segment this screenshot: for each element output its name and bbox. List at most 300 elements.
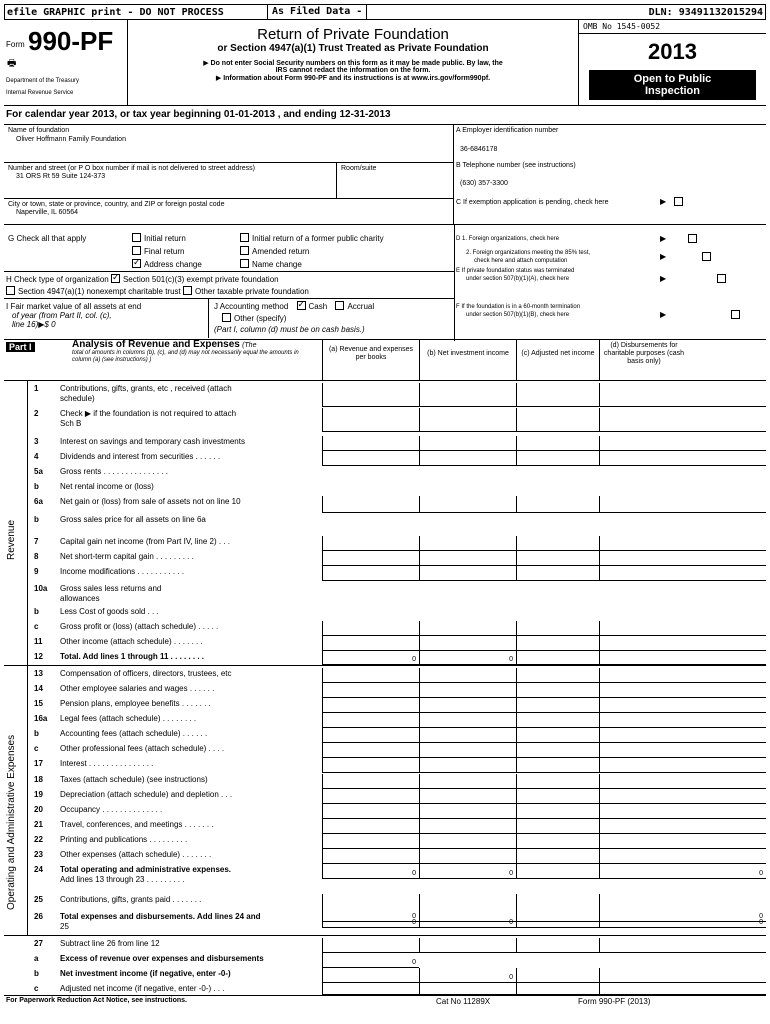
cell-value: 0: [412, 959, 416, 966]
line-label-cont: 25: [60, 922, 69, 931]
line-label: Total. Add lines 1 through 11 . . . . . . . .: [60, 652, 205, 661]
line-number: b: [34, 969, 39, 978]
cell-b[interactable]: [419, 621, 516, 636]
cell-b[interactable]: [419, 668, 516, 683]
cell-d[interactable]: [599, 864, 766, 879]
line-label: Interest . . . . . . . . . . . . . . .: [60, 759, 154, 768]
arrow-icon: ▶: [660, 197, 667, 206]
line-number: 22: [34, 835, 43, 844]
cell-d[interactable]: [599, 408, 766, 432]
i-line3: line 16)▶$: [12, 320, 49, 329]
cell-b[interactable]: [419, 804, 516, 819]
form-title-box: [128, 20, 578, 106]
c-checkbox[interactable]: [674, 197, 683, 206]
line-number: 2: [34, 409, 39, 418]
cell-b[interactable]: [419, 728, 516, 743]
h-opt3: Other taxable private foundation: [195, 287, 309, 296]
line-label: Other professional fees (attach schedule) . . . .: [60, 744, 225, 753]
col-a-header: (a) Revenue and expenses per books: [328, 346, 414, 361]
line-label: Pension plans, employee benefits . . . . . . .: [60, 699, 211, 708]
line-label: Check ▶ if the foundation is not required to attach: [60, 409, 237, 418]
j-other-checkbox[interactable]: [222, 313, 231, 322]
table-row: [4, 953, 766, 968]
cell-value: 0: [412, 919, 416, 926]
i-line1: I Fair market value of all assets at end: [6, 302, 142, 311]
cell-c[interactable]: [516, 566, 599, 581]
cell-d[interactable]: [599, 743, 766, 758]
g-address-change[interactable]: [132, 259, 202, 269]
cell-a[interactable]: [322, 683, 419, 698]
cell-d[interactable]: [599, 383, 766, 407]
arrow-icon: ▶: [660, 274, 667, 283]
cell-a[interactable]: [322, 566, 419, 581]
col-d-header: (d) Disbursements for charitable purposes (cash basis only): [603, 342, 685, 365]
h-row1: [6, 274, 279, 284]
checkbox-checked[interactable]: [132, 259, 141, 268]
line-label: Excess of revenue over expenses and disbursements: [60, 954, 264, 963]
line-label: Depreciation (attach schedule) and depletion . . .: [60, 790, 233, 799]
cell-d[interactable]: [599, 436, 766, 451]
table-row: [4, 968, 766, 983]
city-address: Naperville, IL 60564: [16, 209, 79, 216]
form-prefix: Form: [6, 40, 25, 49]
cell-d[interactable]: [599, 536, 766, 551]
cell-c[interactable]: [516, 864, 599, 879]
f-label-2: under section 507(b)(1)(B), check here: [466, 312, 570, 318]
line-label: Dividends and interest from securities . . . . . .: [60, 452, 221, 461]
line-number: 8: [34, 552, 39, 561]
cell-c[interactable]: [516, 938, 599, 953]
cell-b[interactable]: [419, 834, 516, 849]
j-label: J Accounting method: [214, 302, 289, 311]
cell-b[interactable]: [419, 436, 516, 451]
omb-box: [578, 20, 766, 106]
h-label: H Check type of organization: [6, 275, 109, 284]
street-address: 31 ORS Rt 59 Suite 124-373: [16, 173, 106, 180]
line-number: 25: [34, 895, 43, 904]
g-label: G Check all that apply: [8, 234, 87, 243]
table-row: [4, 789, 766, 804]
cell-c[interactable]: [516, 804, 599, 819]
cell-a[interactable]: [322, 834, 419, 849]
d2-checkbox[interactable]: [702, 252, 711, 261]
j-row: [214, 301, 374, 311]
line-number: 17: [34, 759, 43, 768]
cell-b[interactable]: [419, 819, 516, 834]
line-label: Contributions, gifts, grants, etc , received (attach: [60, 384, 232, 393]
table-row: [4, 804, 766, 819]
line-number: 3: [34, 437, 39, 446]
cell-value: 0: [412, 913, 416, 920]
j-accrual-checkbox[interactable]: [335, 301, 344, 310]
cell-b[interactable]: [419, 774, 516, 789]
cell-b[interactable]: [419, 789, 516, 804]
h-501c3-checkbox[interactable]: [111, 274, 120, 283]
h-opt2: Section 4947(a)(1) nonexempt charitable trust: [18, 287, 181, 296]
foundation-name: Oliver Hoffmann Family Foundation: [16, 136, 126, 143]
line-label: Subtract line 26 from line 12: [60, 939, 160, 948]
j-cash-checkbox[interactable]: [297, 301, 306, 310]
part1-title-note: (The: [242, 342, 257, 349]
table-row: [4, 636, 766, 651]
cell-d[interactable]: [599, 789, 766, 804]
table-row: [4, 481, 766, 496]
open-line2: Inspection: [644, 85, 700, 97]
org-info: [4, 124, 454, 224]
cell-c[interactable]: [516, 436, 599, 451]
e-label-2: under section 507(b)(1)(A), check here: [466, 276, 570, 282]
col-c-header: (c) Adjusted net income: [521, 350, 595, 357]
table-row: [4, 864, 766, 884]
cell-c[interactable]: [516, 758, 599, 773]
city-label: City or town, state or province, country, and ZIP or foreign postal code: [8, 201, 225, 208]
line-number: c: [34, 744, 39, 753]
line-label: Gross sales less returns and: [60, 584, 162, 593]
cell-b[interactable]: [419, 566, 516, 581]
cell-c[interactable]: [516, 451, 599, 466]
c-label: C If exemption application is pending, check here: [456, 199, 609, 206]
cell-b[interactable]: [419, 383, 516, 407]
line-number: 19: [34, 790, 43, 799]
room-label: Room/suite: [336, 162, 380, 198]
j-cash: Cash: [308, 302, 328, 311]
cell-a[interactable]: [322, 938, 419, 953]
cell-a[interactable]: [322, 621, 419, 636]
line-label: Less Cost of goods sold . . .: [60, 607, 159, 616]
checkbox[interactable]: [132, 233, 141, 242]
cell-c[interactable]: [516, 743, 599, 758]
cell-a[interactable]: [322, 864, 419, 879]
cell-d[interactable]: [599, 636, 766, 651]
cell-a[interactable]: [322, 536, 419, 551]
line-number: 24: [34, 865, 43, 874]
f-label: F If the foundation is in a 60-month termination: [456, 304, 581, 310]
table-row: [4, 536, 766, 551]
cell-a[interactable]: [322, 451, 419, 466]
cell-b[interactable]: [419, 683, 516, 698]
line-label: Accounting fees (attach schedule) . . . . . .: [60, 729, 208, 738]
line-label: Interest on savings and temporary cash investments: [60, 437, 245, 446]
cell-a[interactable]: [322, 911, 419, 928]
paperwork-notice: For Paperwork Reduction Act Notice, see instructions.: [6, 997, 187, 1004]
cell-c[interactable]: [516, 621, 599, 636]
table-row: [4, 911, 766, 931]
cell-d[interactable]: [599, 566, 766, 581]
line-label: Other expenses (attach schedule) . . . . . . .: [60, 850, 212, 859]
cell-value: 0: [412, 870, 416, 877]
h-other-checkbox[interactable]: [183, 286, 192, 295]
arrow-icon: ▶: [660, 310, 667, 319]
line-label-cont: Add lines 13 through 23 . . . . . . . . .: [60, 875, 185, 884]
form-number: 990-PF: [28, 26, 114, 56]
j-other: Other (specify): [234, 314, 287, 323]
table-row: [4, 819, 766, 834]
cell-d[interactable]: [599, 728, 766, 743]
dept-line2: Internal Revenue Service: [6, 90, 74, 96]
cell-c[interactable]: [516, 728, 599, 743]
table-row: [4, 496, 766, 513]
cell-c[interactable]: [516, 789, 599, 804]
cell-c[interactable]: [516, 834, 599, 849]
g-initial-former[interactable]: [240, 233, 384, 243]
cell-d[interactable]: [599, 911, 766, 928]
line-number: a: [34, 954, 39, 963]
line-label: Taxes (attach schedule) (see instructions): [60, 775, 208, 784]
cell-a[interactable]: [322, 496, 419, 513]
table-row: [4, 698, 766, 713]
cell-a[interactable]: [322, 983, 419, 995]
cell-c[interactable]: [516, 536, 599, 551]
table-row: [4, 849, 766, 864]
line-label: Net investment income (if negative, enter -0-): [60, 969, 231, 978]
cell-a[interactable]: [322, 651, 419, 665]
cell-d[interactable]: [599, 683, 766, 698]
g-opt-label: Final return: [144, 247, 185, 256]
line-label: Net rental income or (loss): [60, 482, 154, 491]
line-label: Gross sales price for all assets on line 6a: [60, 515, 206, 524]
cell-d[interactable]: [599, 938, 766, 953]
line-number: 18: [34, 775, 43, 784]
cell-d[interactable]: [599, 758, 766, 773]
cell-b[interactable]: [419, 938, 516, 953]
cell-d[interactable]: [599, 621, 766, 636]
cell-d[interactable]: [599, 551, 766, 566]
cell-c[interactable]: [516, 774, 599, 789]
cell-b[interactable]: [419, 849, 516, 864]
cell-a[interactable]: [322, 636, 419, 651]
cell-d[interactable]: [599, 698, 766, 713]
line-label: Other employee salaries and wages . . . . . .: [60, 684, 215, 693]
cell-value: 0: [759, 870, 763, 877]
line-number: 6a: [34, 497, 43, 506]
j-other-row: [222, 313, 286, 323]
e-checkbox[interactable]: [717, 274, 726, 283]
table-row: [4, 436, 766, 451]
cell-a[interactable]: [322, 849, 419, 864]
table-row: [4, 466, 766, 481]
cell-d[interactable]: [599, 804, 766, 819]
ein-value: 36-6846178: [460, 146, 498, 153]
line-number: 26: [34, 912, 43, 921]
cell-b[interactable]: [419, 911, 516, 928]
cell-b[interactable]: [419, 551, 516, 566]
f-checkbox[interactable]: [731, 310, 740, 319]
cell-c[interactable]: [516, 636, 599, 651]
cell-c[interactable]: [516, 713, 599, 728]
cell-value: 0: [412, 656, 416, 663]
tax-year: 2013: [648, 39, 697, 64]
cell-c[interactable]: [516, 683, 599, 698]
cell-b[interactable]: [419, 983, 516, 995]
cell-c[interactable]: [516, 496, 599, 513]
table-row: [4, 938, 766, 953]
line-number: b: [34, 607, 39, 616]
calendar-year-line: For calendar year 2013, or tax year beginning 01-01-2013 , and ending 12-31-2013: [6, 109, 391, 120]
line-label: Contributions, gifts, grants paid . . . . . . .: [60, 895, 202, 904]
i-line2: of year (from Part II, col. (c),: [12, 311, 112, 320]
g-final-return[interactable]: [132, 246, 184, 256]
cell-b[interactable]: [419, 496, 516, 513]
g-name-change[interactable]: [240, 259, 302, 269]
cell-c[interactable]: [516, 968, 599, 983]
cell-b[interactable]: [419, 636, 516, 651]
dln-label: DLN: 93491132015294: [648, 7, 763, 18]
line-label: Printing and publications . . . . . . . . .: [60, 835, 188, 844]
cell-a[interactable]: [322, 968, 419, 983]
cell-a[interactable]: [322, 953, 419, 968]
form-subtitle: or Section 4947(a)(1) Trust Treated as Private Foundation: [217, 43, 489, 54]
filed-label: As Filed Data -: [267, 4, 367, 20]
cat-number: Cat No 11289X: [436, 997, 491, 1006]
line-number: 4: [34, 452, 39, 461]
line-number: 13: [34, 669, 43, 678]
g-opt-label: Initial return of a former public charity: [252, 234, 384, 243]
cell-a[interactable]: [322, 408, 419, 432]
cell-c[interactable]: [516, 698, 599, 713]
d2-label: 2. Foreign organizations meeting the 85% test,: [466, 250, 591, 256]
cell-value: 0: [509, 656, 513, 663]
dept-line1: Department of the Treasury: [6, 78, 80, 84]
cell-a[interactable]: [322, 668, 419, 683]
line-number: 1: [34, 384, 39, 393]
g-opt-label: Name change: [252, 260, 302, 269]
line-number: 5a: [34, 467, 43, 476]
checkbox[interactable]: [240, 259, 249, 268]
line-number: c: [34, 622, 39, 631]
cell-c[interactable]: [516, 551, 599, 566]
cell-b[interactable]: [419, 536, 516, 551]
cell-b[interactable]: [419, 864, 516, 879]
revenue-label: Revenue: [6, 519, 17, 560]
cell-b[interactable]: [419, 713, 516, 728]
table-row: [4, 566, 766, 581]
line-number: 11: [34, 637, 43, 646]
table-row: [4, 834, 766, 849]
cell-d[interactable]: [599, 713, 766, 728]
cell-c[interactable]: [516, 383, 599, 407]
form-number-box: [4, 20, 128, 106]
line-label: Travel, conferences, and meetings . . . . . . .: [60, 820, 214, 829]
cell-b[interactable]: [419, 743, 516, 758]
line-number: 12: [34, 652, 43, 661]
line-number: c: [34, 984, 39, 993]
cell-b[interactable]: [419, 408, 516, 432]
g-initial-return[interactable]: [132, 233, 186, 243]
cell-a[interactable]: [322, 743, 419, 758]
cell-b[interactable]: [419, 968, 516, 983]
cell-a[interactable]: [322, 774, 419, 789]
line-label: Total operating and administrative expenses.: [60, 865, 232, 874]
cell-d[interactable]: [599, 983, 766, 995]
col-b-header: (b) Net investment income: [427, 350, 509, 357]
cell-a[interactable]: [322, 383, 419, 407]
cell-d[interactable]: [599, 651, 766, 665]
d1-label: D 1. Foreign organizations, check here: [456, 236, 560, 242]
cell-a[interactable]: [322, 789, 419, 804]
table-row: [4, 683, 766, 698]
cell-a[interactable]: [322, 436, 419, 451]
line-number: 23: [34, 850, 43, 859]
cell-a[interactable]: [322, 728, 419, 743]
cell-d[interactable]: [599, 774, 766, 789]
cell-value: 0: [509, 974, 513, 981]
h-4947-checkbox[interactable]: [6, 286, 15, 295]
cell-c[interactable]: [516, 849, 599, 864]
line-number: b: [34, 515, 39, 524]
cell-d[interactable]: [599, 819, 766, 834]
part1-subtitle: total of amounts in columns (b), (c), and (d) may not necessarily equal the amounts in column (a) (see instructions) ): [72, 350, 299, 363]
checkbox[interactable]: [240, 246, 249, 255]
ein-label: A Employer identification number: [456, 127, 559, 134]
line-number: 9: [34, 567, 39, 576]
cell-b[interactable]: [419, 451, 516, 466]
table-row: [4, 383, 766, 407]
g-opt-label: Amended return: [252, 247, 310, 256]
street-label: Number and street (or P O box number if mail is not delivered to street address): [8, 165, 255, 172]
cell-b[interactable]: [419, 758, 516, 773]
d1-checkbox[interactable]: [688, 234, 697, 243]
line-label-cont: schedule): [60, 394, 95, 403]
cell-a[interactable]: [322, 551, 419, 566]
j-note: (Part I, column (d) must be on cash basis.): [214, 325, 365, 334]
cell-a[interactable]: [322, 819, 419, 834]
top-banner: [4, 4, 766, 20]
cell-d[interactable]: [599, 496, 766, 513]
cell-c[interactable]: [516, 651, 599, 665]
table-row: [4, 514, 766, 534]
table-row: [4, 606, 766, 621]
line-label: Occupancy . . . . . . . . . . . . . .: [60, 805, 163, 814]
line-label: Gross profit or (loss) (attach schedule) . . . . .: [60, 622, 219, 631]
table-row: [4, 743, 766, 758]
cell-d[interactable]: [599, 451, 766, 466]
cell-value: 0: [509, 919, 513, 926]
cell-a[interactable]: [322, 698, 419, 713]
line-number: b: [34, 729, 39, 738]
name-label: Name of foundation: [8, 127, 70, 134]
line-number: b: [34, 482, 39, 491]
g-amended-return[interactable]: [240, 246, 309, 256]
line-label: Legal fees (attach schedule) . . . . . . . .: [60, 714, 197, 723]
cell-c[interactable]: [516, 983, 599, 995]
cell-c[interactable]: [516, 819, 599, 834]
cell-b[interactable]: [419, 698, 516, 713]
omb-number: OMB No 1545-0052: [579, 20, 766, 34]
open-to-public: [589, 70, 756, 100]
cell-d[interactable]: [599, 668, 766, 683]
line-number: 20: [34, 805, 43, 814]
checkbox[interactable]: [240, 233, 249, 242]
cell-d[interactable]: [599, 968, 766, 983]
table-row: [4, 668, 766, 683]
cell-a[interactable]: [322, 713, 419, 728]
cell-c[interactable]: [516, 668, 599, 683]
table-row: [4, 583, 766, 604]
table-row: [4, 621, 766, 636]
part1-tag: Part I: [6, 342, 35, 352]
cell-c[interactable]: [516, 911, 599, 928]
line-number: 7: [34, 537, 39, 546]
cell-a[interactable]: [322, 804, 419, 819]
cell-a[interactable]: [322, 758, 419, 773]
cell-d[interactable]: [599, 849, 766, 864]
part1-heading: [72, 341, 312, 364]
checkbox[interactable]: [132, 246, 141, 255]
cell-d[interactable]: [599, 834, 766, 849]
cell-b[interactable]: [419, 651, 516, 665]
form-header: [4, 20, 766, 106]
cell-c[interactable]: [516, 408, 599, 432]
